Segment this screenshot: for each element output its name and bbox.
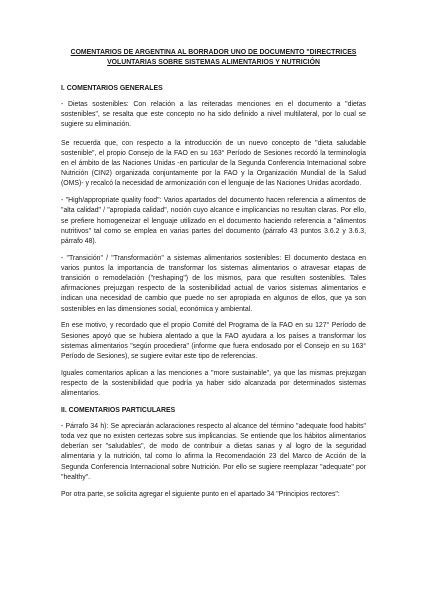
section-heading-particulares: II. COMENTARIOS PARTICULARES bbox=[61, 406, 176, 414]
document-title bbox=[61, 48, 366, 68]
section-heading-general: I. COMENTARIOS GENERALES bbox=[61, 85, 163, 92]
paragraph-parrafo-34h: - Párrafo 34 h): Se apreciarán aclaraciones respecto al alcance del término "adequate food habits" toda vez que no existen certezas sobre sus implicancias. Se entiende que los hábitos alimentarios deberían ser "saludables", de modo de contribuir a dietas sanas y al logro de la seguridad alimentaria y la nutrición, tal como lo afirma la Recomendación 23 del Marco de Acción de la Segunda Conferencia Internacional sobre Nutrición. Por ello se sugiere reemplazar "adequate" por "healthy". bbox=[61, 422, 366, 481]
paragraph-comite-programa: En ese motivo, y recordado que el propio Comité del Programa de la FAO en su 127° Período de Sesiones apoyó que se hubiera alentado a que la FAO ayudara a los países a transformar los sistemas alimentarios "según procediera" (informe que fuera endosado por el Consejo en su 163° Período de Sesiones), se sugiere evitar este tipo de referencias. bbox=[61, 322, 366, 360]
title-line-2: VOLUNTARIAS SOBRE SISTEMAS ALIMENTARIOS Y NUTRICIÓN bbox=[107, 59, 320, 66]
paragraph-principios-rectores: Por otra parte, se solicita agregar el siguiente punto en el apartado 34 "Principios rectores": bbox=[61, 490, 340, 498]
paragraph-dieta-saludable: Se recuerda que, con respecto a la introducción de un nuevo concepto de "dieta saludable sostenible", el propio Consejo de la FAO en su 163° Período de Sesiones recordó la terminología en el ámbito de las Naciones Unidas -en particular de la Segunda Conferencia Internacional sobre Nutrición (CIN2) organizada conjuntamente por la FAO y la Organización Mundial de la Salud (OMS)- y recalcó la necesidad de armonización con el lenguaje de las Naciones Unidas acordado. bbox=[61, 139, 366, 188]
paragraph-transicion: - "Transición" / "Transformación" a sistemas alimentarios sostenibles: El documento destaca en varios puntos la importancia de transformar los sistemas alimentarios o atravesar etapas de transición o remodelación ("reshaping") de los mismos, para que resulten sostenibles. Tales afirmaciones prejuzgan respecto de la sostenibilidad actual de varios sistemas alimentarios e indican una necesidad de cambio que puede no ser apropiada en algunos de ellos, que ya son sostenibles en las dimensiones social, económica y ambiental. bbox=[61, 254, 366, 313]
paragraph-quality-food: - "High/appropriate quality food": Varios apartados del documento hacen referencia a alimentos de "alta calidad" / "apropiada calidad", noción cuyo alcance e implicancias no resultan claras. Por ello, se prefiere homogeneizar el lenguaje utilizado en el documento haciendo referencia a "alimentos nutritivos" tal como se emplea en varias partes del documento (párrafo 43 puntos 3.6.2 y 3.6.3, párrafo 48). bbox=[61, 197, 366, 245]
paragraph-more-sustainable: Iguales comentarios aplican a las menciones a "more sustainable", ya que las mismas prejuzgan respecto de la sostenibilidad que podría ya haber sido alcanzada por determinados sistemas alimentarios. bbox=[61, 369, 366, 398]
paragraph-dietas-sostenibles: - Dietas sostenibles: Con relación a las reiteradas menciones en el documento a "dietas sostenibles", se resalta que este concepto no ha sido definido a nivel multilateral, por lo cual se sugiere su eliminación. bbox=[61, 101, 366, 129]
title-line-1: COMENTARIOS DE ARGENTINA AL BORRADOR UNO DE DOCUMENTO "DIRECTRICES bbox=[70, 49, 357, 56]
